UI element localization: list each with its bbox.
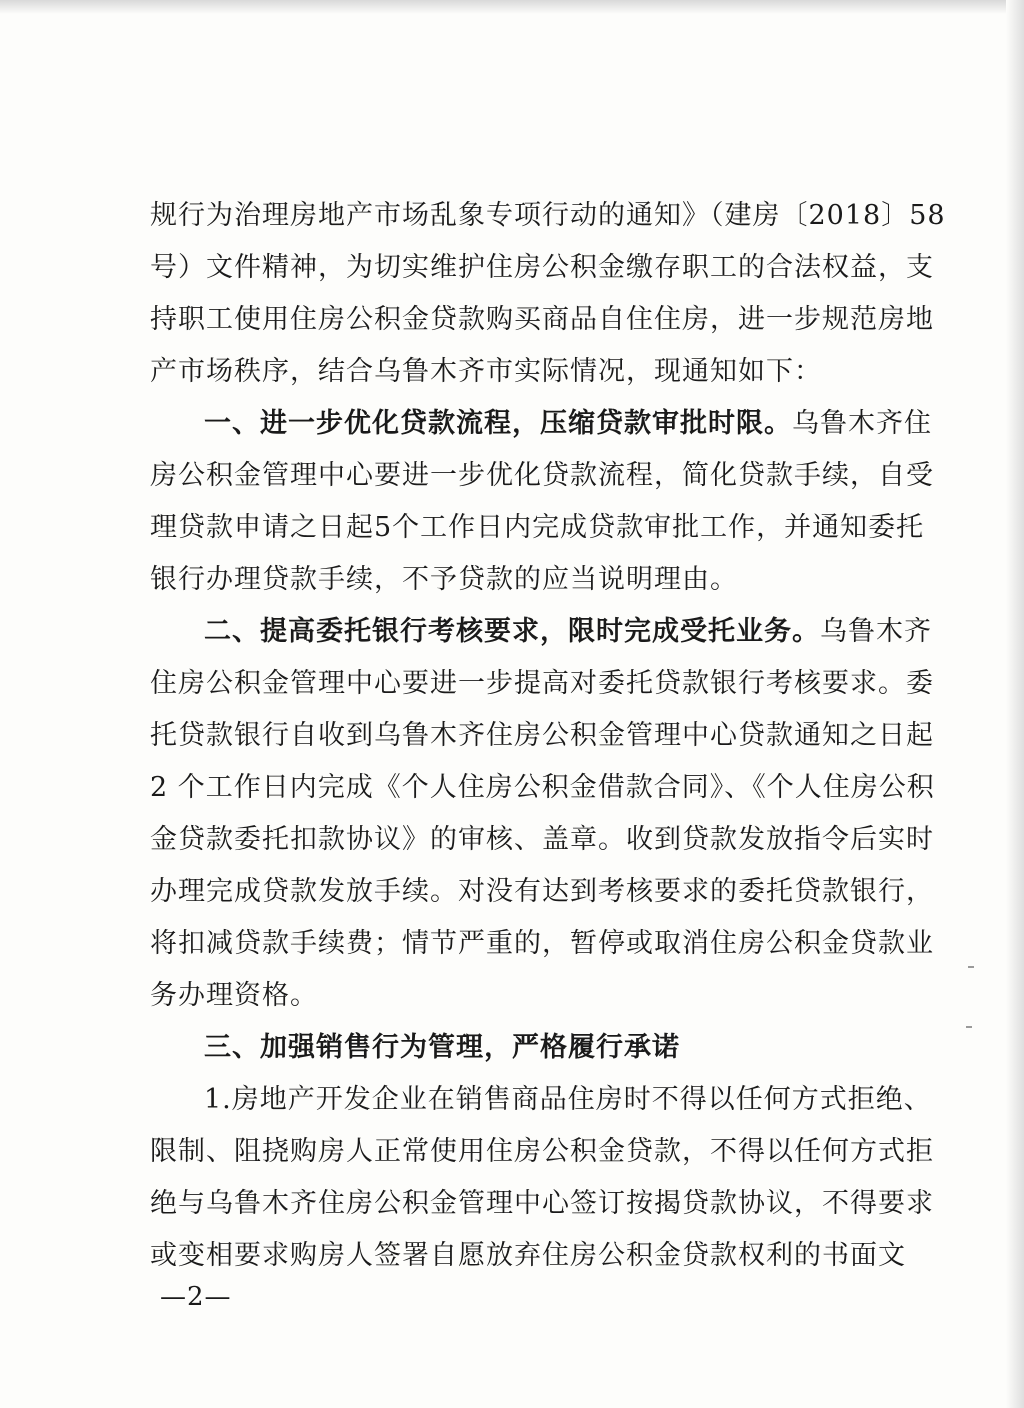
text-line: 绝与乌鲁木齐住房公积金管理中心签订按揭贷款协议，不得要求 — [150, 1188, 934, 1219]
text-line: 务办理资格。 — [150, 980, 318, 1011]
text-line: 或变相要求购房人签署自愿放弃住房公积金贷款权利的书面文 — [150, 1240, 906, 1271]
text-line: 产市场秩序，结合乌鲁木齐市实际情况，现通知如下： — [150, 356, 822, 387]
text-line: 号）文件精神，为切实维护住房公积金缴存职工的合法权益，支 — [150, 252, 934, 283]
text-line: 办理完成贷款发放手续。对没有达到考核要求的委托贷款银行， — [150, 876, 934, 907]
scan-edge-top — [0, 0, 1024, 14]
text-line: 持职工使用住房公积金贷款购买商品自住住房，进一步规范房地 — [150, 304, 934, 335]
scan-speck — [968, 966, 974, 968]
scan-speck — [966, 1026, 972, 1028]
text-line: 银行办理贷款手续，不予贷款的应当说明理由。 — [150, 564, 738, 595]
scan-edge-right — [1006, 0, 1024, 1408]
section-heading-line: 一、进一步优化贷款流程，压缩贷款审批时限。乌鲁木齐住 — [204, 408, 932, 439]
text-line: 2 个工作日内完成《个人住房公积金借款合同》、《个人住房公积 — [150, 772, 935, 803]
section-heading: 二、提高委托银行考核要求，限时完成受托业务。 — [204, 616, 820, 647]
body-text — [150, 190, 946, 1282]
text-line: 将扣减贷款手续费；情节严重的，暂停或取消住房公积金贷款业 — [150, 928, 934, 959]
section-heading-line: 二、提高委托银行考核要求，限时完成受托业务。乌鲁木齐 — [204, 616, 932, 647]
section-heading: 三、加强销售行为管理，严格履行承诺 — [204, 1032, 680, 1063]
text-line: 理贷款申请之日起5个工作日内完成贷款审批工作，并通知委托 — [150, 512, 925, 543]
text-line: 金贷款委托扣款协议》的审核、盖章。收到贷款发放指令后实时 — [150, 824, 934, 855]
text-line: 房公积金管理中心要进一步优化贷款流程，简化贷款手续，自受 — [150, 460, 934, 491]
text-line: 限制、阻挠购房人正常使用住房公积金贷款，不得以任何方式拒 — [150, 1136, 934, 1167]
text-line: 1.房地产开发企业在销售商品住房时不得以任何方式拒绝、 — [204, 1084, 932, 1115]
section-heading-line — [150, 1022, 890, 1074]
section-heading: 一、进一步优化贷款流程，压缩贷款审批时限。 — [204, 408, 792, 439]
page-number: —2— — [160, 1282, 232, 1312]
text-line: 住房公积金管理中心要进一步提高对委托贷款银行考核要求。委 — [150, 668, 934, 699]
text-line: 规行为治理房地产市场乱象专项行动的通知》（建房〔2018〕58 — [150, 200, 946, 231]
text-line: 托贷款银行自收到乌鲁木齐住房公积金管理中心贷款通知之日起 — [150, 720, 934, 751]
